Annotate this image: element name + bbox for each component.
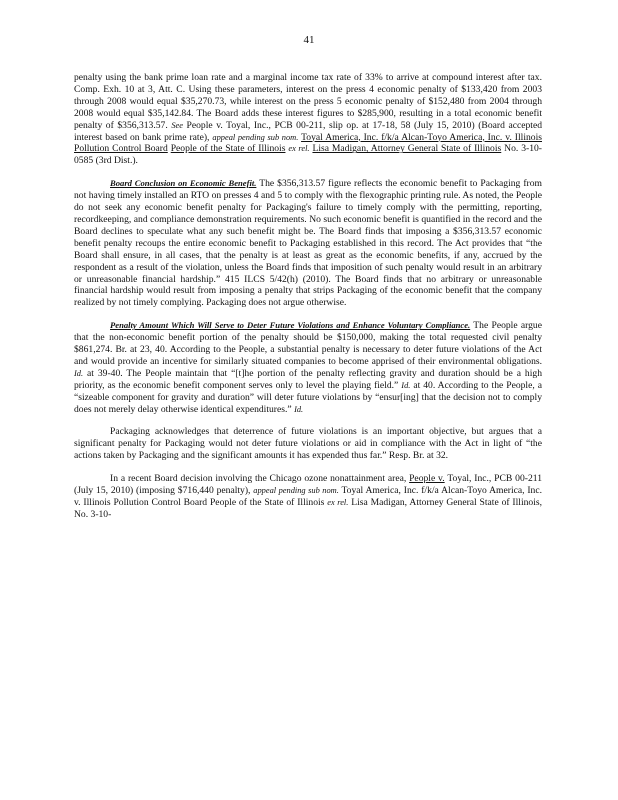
case-name-madigan: Lisa Madigan, Attorney General State of Illinois — [312, 143, 502, 155]
paragraph-text: Toyal America, Inc. f/k/a Alcan-Toyo America, Inc. v. Illinois Pollution Control Board — [74, 485, 543, 508]
citation-signal: See — [171, 120, 183, 130]
paragraph-interest-calculation — [74, 72, 542, 167]
docket-number: No. 3-10-0585 (3rd Dist.). — [74, 143, 542, 167]
id-citation: Id. — [74, 368, 84, 378]
ex-rel: ex rel. — [288, 144, 310, 154]
paragraph-text: In a recent Board decision involving the Chicago ozone nonattainment area, — [110, 473, 407, 485]
paragraph-text: Toyal, Inc., PCB 00-211 (July 15, 2010) (imposing $716,440 penalty), — [74, 473, 542, 497]
paragraph-economic-benefit-conclusion — [74, 178, 542, 309]
case-name: Toyal America, Inc. f/k/a Alcan-Toyo America, Inc. v. Illinois Pollution Control Board — [74, 131, 542, 155]
section-heading: Board Conclusion on Economic Benefit. — [110, 178, 257, 189]
interest-text: penalty using the bank prime loan rate and a marginal income tax rate of 33% to arrive at compound interest after tax. Comp. Exh. 10 at 3, Att. C. Using these parameters, interest on the press 4 economic penalty of $133,420 from 2003 through 2008 would equal $35,270.73, while interest on the press 5 economic penalty of $152,480 from 2004 through 2008 would equal $35,142.84. The Board adds these interest figures to $285,900, resulting in a total economic benefit penalty of $356,313.57. — [74, 72, 542, 131]
id-citation: Id. — [401, 380, 411, 390]
page-number: 41 — [303, 34, 315, 46]
paragraph-text: People of the State of Illinois — [209, 497, 325, 508]
id-citation: Id. — [294, 404, 304, 414]
appeal-note: appeal pending sub nom. — [253, 486, 339, 496]
appeal-note: appeal pending sub nom. — [212, 132, 299, 142]
citation-text: People v. Toyal, Inc., PCB 00-211, slip op. at 17-18, 58 (July 15, 2010) (Board accepted interest based on bank prime rate), — [74, 119, 542, 143]
paragraph-text: at 40. According to the People, a “sizeable component for gravity and duration” will deter future violations by “ensur[ing] that the decision not to comply does not merely delay otherwise identical expenditures.” — [74, 379, 542, 415]
paragraph-packaging-argument — [74, 426, 542, 462]
paragraph-text: at 39-40. The People maintain that “[t]he portion of the penalty reflecting gravity and duration should be a high priority, as the economic benefit component serves only to level the playing field.” — [74, 367, 542, 391]
paragraph-text: The People argue that the non-economic benefit portion of the penalty should be $150,000, making the total requested civil penalty $861,274. Br. at 23, 40. According to the People, a substantial penalty is necessary to deter future violations of the Act and would provide an incentive for similarly situated companies to become apprised of their environmental obligations. — [74, 320, 542, 367]
paragraph-text: The $356,313.57 figure reflects the economic benefit to Packaging from not having timely installed an RTO on presses 4 and 5 to comply with the flexographic printing rule. As noted, the People do not seek any economic benefit penalty for Packaging's failure to timely comply with the permitting, reporting, recordkeeping, and compliance demonstration requirements. No such economic benefit is quantified in the record and the Board declines to speculate what any such benefit might be. The Board finds that imposing a $356,313.57 economic benefit penalty recoups the entire economic benefit to Packaging established in this record. The Act provides that “the Board shall ensure, in all cases, that the penalty is at least as great as the economic benefits, if any, accrued by the respondent as a result of the violation, unless the Board finds that imposition of such penalty would result in an arbitrary or unreasonable financial hardship.” 415 ILCS 5/42(h) (2010). The Board finds that no arbitrary or unreasonable financial hardship would result from imposing a penalty that strips Packaging of the economic benefit that the company realized by not timely complying. Packaging does not argue otherwise. — [74, 178, 542, 309]
paragraph-deterrence — [74, 320, 542, 415]
section-heading: Penalty Amount Which Will Serve to Deter Future Violations and Enhance Voluntary Compliance. — [110, 320, 471, 331]
document-body — [74, 72, 542, 532]
case-name: People v. — [409, 473, 445, 485]
ex-rel: ex rel. — [327, 498, 349, 507]
paragraph-text: Lisa Madigan, Attorney General State of Illinois, No. 3-10- — [74, 497, 543, 520]
paragraph-recent-decision — [74, 473, 542, 521]
case-name-people: People of the State of Illinois — [170, 143, 286, 155]
paragraph-text: Packaging acknowledges that deterrence of future violations is an important objective, but argues that a significant penalty for Packaging would not deter future violations or aid in compliance with the Act in light of “the actions taken by Packaging and the significant amounts it has expended thus far.” Resp. Br. at 32. — [74, 426, 542, 462]
